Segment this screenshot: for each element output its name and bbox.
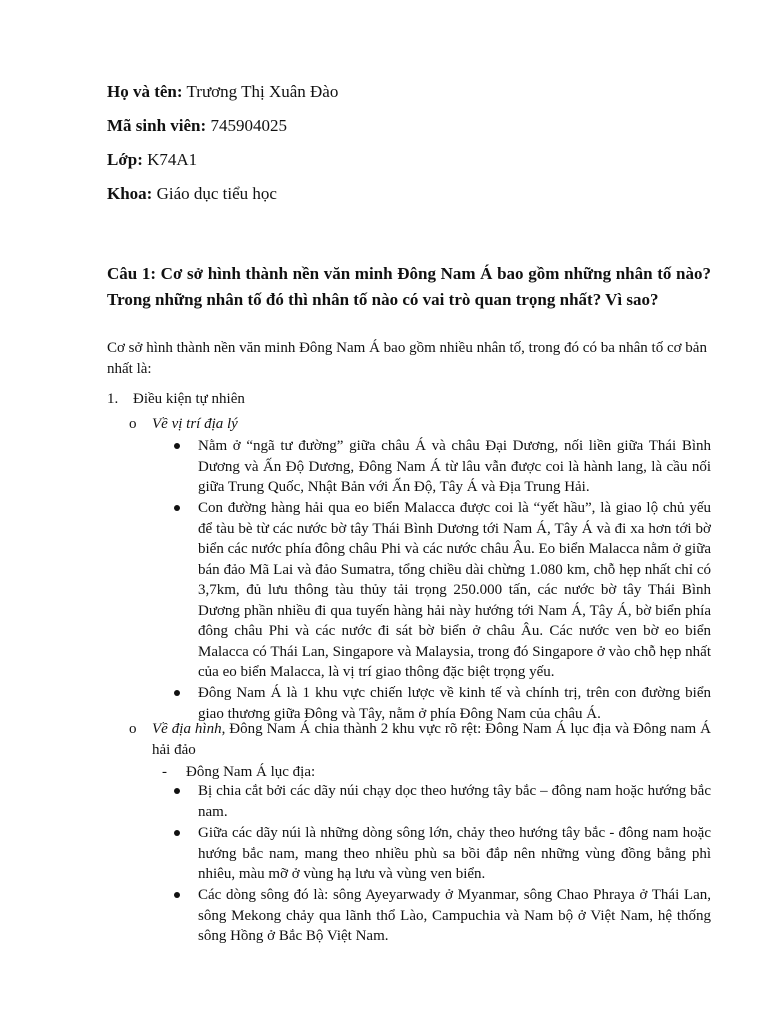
circle-bullet-icon: o (129, 416, 137, 432)
list-item (174, 885, 711, 947)
location-bullet-2: Con đường hàng hải qua eo biển Malacca được coi là “yết hầu”, là giao lộ chủ yếu để tàu bè từ các nước bờ tây Thái Bình Dương tới Nam Á, Tây Á và đi xa hơn tới bờ biển các nước phía đông châu Phi và các nước châu Âu. Eo biển Malacca nằm ở giữa bán đảo Mã Lai và đảo Sumatra, tổng chiều dài chừng 1.080 km, chỗ hẹp nhất chỉ có 3,7km, đủ lưu thông tàu thủy tải trọng 250.000 tấn, các nước bờ tây Thái Bình Dương phần nhiều đi qua tuyến hàng hải này hướng tới Nam Á, Tây Á, bờ biển phía đông châu Phi và các nước đi sát bờ biển ở châu Âu. Các nước ven bờ eo biển Malacca có Thái Lan, Singapore và Malaysia, trong đó Singapore ở vào chỗ hẹp nhất của eo biển Malacca, là vị trí giao thông đặc biệt trọng yếu. (198, 500, 711, 680)
dash-bullet-icon: - (162, 764, 167, 780)
bullet-dot-icon (174, 830, 180, 836)
question-heading: Câu 1: Cơ sở hình thành nền văn minh Đông Nam Á bao gồm những nhân tố nào? Trong những nhân tố đó thì nhân tố nào có vai trò quan trọng nhất? Vì sao? (107, 264, 711, 309)
location-bullet-1: Nằm ở “ngã tư đường” giữa châu Á và châu Đại Dương, nối liền giữa Thái Bình Dương và Ấn Độ Dương, Đông Nam Á từ lâu vẫn được coi là hành lang, là cầu nối giữa Trung Quốc, Nhật Bản với Ấn Độ, Tây Á và Địa Trung Hải. (198, 438, 711, 495)
class-value: K74A1 (147, 150, 198, 169)
location-title: Về vị trí địa lý (152, 416, 238, 432)
section-1-number: 1. (107, 391, 119, 407)
name-value: Trương Thị Xuân Đào (186, 82, 339, 101)
intro-paragraph: Cơ sở hình thành nền văn minh Đông Nam Á bao gồm nhiều nhân tố, trong đó có ba nhân tố cơ bản nhất là: (107, 340, 707, 377)
class-label: Lớp: (107, 150, 143, 169)
section-1-title: Điều kiện tự nhiên (133, 391, 245, 407)
mainland-bullet-3: Các dòng sông đó là: sông Ayeyarwady ở Myanmar, sông Chao Phraya ở Thái Lan, sông Mekong chảy qua lãnh thổ Lào, Campuchia và Nam bộ ở Việt Nam, hệ thống sông Hồng ở Bắc Bộ Việt Nam. (198, 887, 711, 944)
location-bullet-3: Đông Nam Á là 1 khu vực chiến lược về kinh tế và chính trị, trên con đường biển giao thương giữa Đông và Tây, nằm ở phía Đông Nam của châu Á. (198, 685, 711, 722)
mainland-bullet-1: Bị chia cắt bởi các dãy núi chạy dọc theo hướng tây bắc – đông nam hoặc hướng bắc nam. (198, 783, 711, 820)
list-item (174, 823, 711, 885)
mainland-subheading (162, 762, 315, 783)
list-item (174, 436, 711, 498)
faculty-value: Giáo dục tiểu học (156, 184, 277, 203)
name-label: Họ và tên: (107, 82, 183, 101)
bullet-dot-icon (174, 443, 180, 449)
bullet-dot-icon (174, 690, 180, 696)
location-subheading (129, 414, 711, 435)
mainland-title: Đông Nam Á lục địa: (186, 764, 316, 780)
list-item (174, 498, 711, 683)
mainland-bullet-2: Giữa các dãy núi là những dòng sông lớn, chảy theo hướng tây bắc - đông nam hoặc hướng bắc nam, mang theo nhiều phù sa bồi đắp nên những vùng đồng bằng phì nhiêu, màu mỡ ở vùng hạ lưu và vùng ven biển. (198, 825, 711, 882)
class-line (107, 149, 197, 171)
section-1-heading (107, 389, 245, 410)
circle-bullet-icon: o (129, 721, 137, 737)
terrain-text: , Đông Nam Á chia thành 2 khu vực rõ rệt: Đông Nam Á lục địa và Đông nam Á hải đảo (152, 721, 712, 758)
faculty-label: Khoa: (107, 184, 153, 203)
bullet-dot-icon (174, 892, 180, 898)
faculty-line (107, 183, 277, 205)
student-id-value: 745904025 (210, 116, 287, 135)
terrain-title: Về địa hình (152, 721, 222, 737)
student-id-line (107, 115, 287, 137)
terrain-subheading (129, 719, 711, 760)
list-item (174, 683, 711, 724)
student-name-line (107, 81, 338, 103)
student-id-label: Mã sinh viên: (107, 116, 207, 135)
bullet-dot-icon (174, 788, 180, 794)
list-item (174, 781, 711, 822)
bullet-dot-icon (174, 505, 180, 511)
